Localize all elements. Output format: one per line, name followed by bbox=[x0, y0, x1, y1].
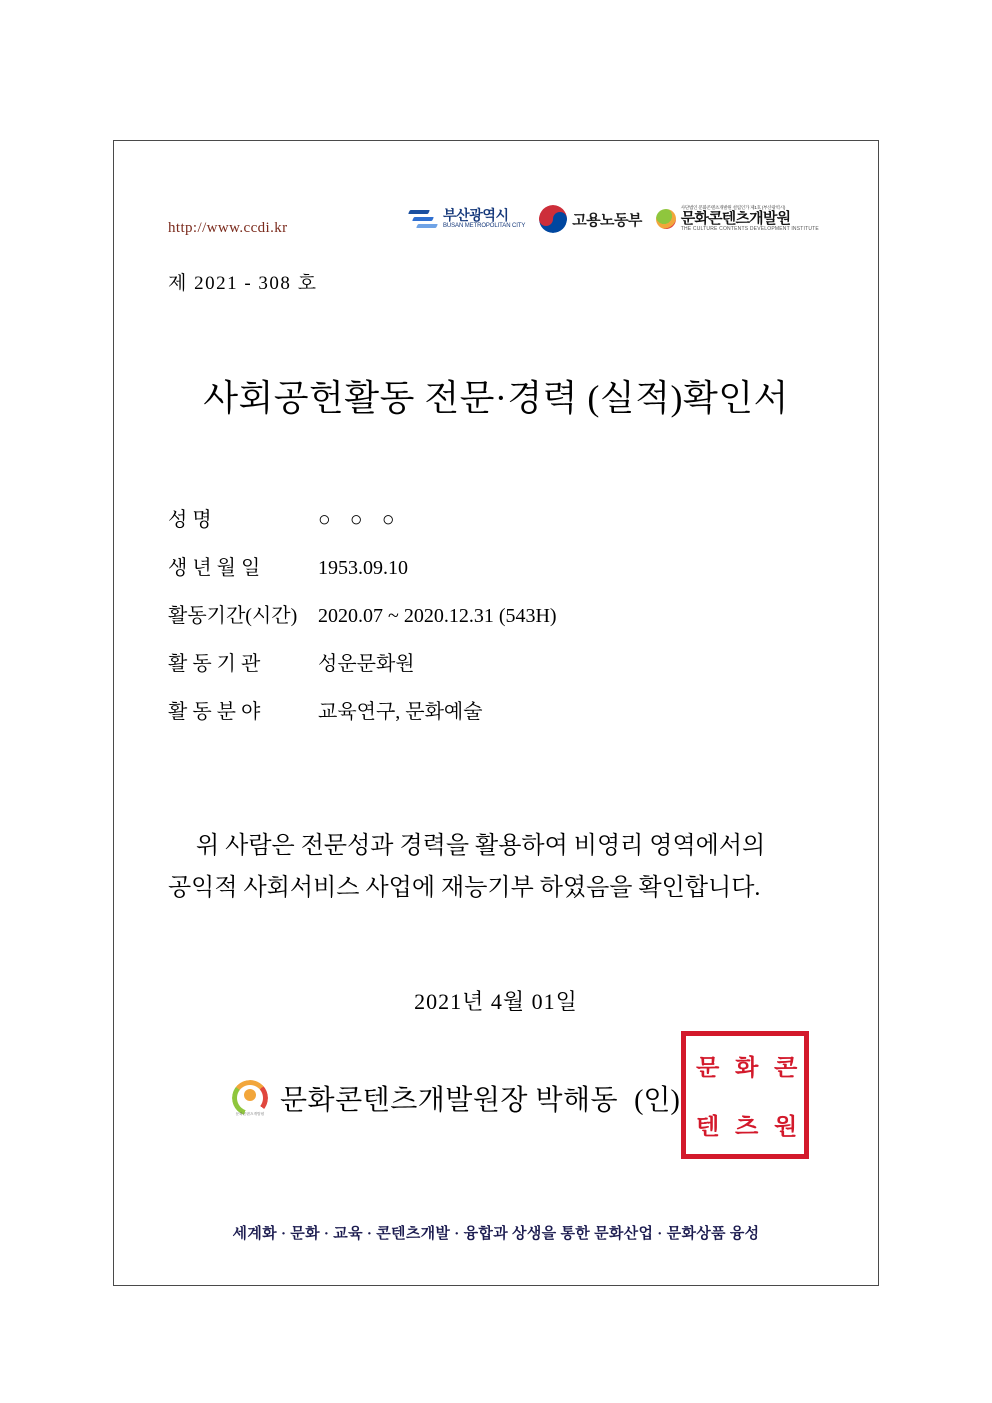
statement-body bbox=[168, 825, 848, 909]
field-value-name: ○ ○ ○ bbox=[318, 507, 402, 531]
busan-logo-label-kr: 부산광역시 bbox=[443, 206, 509, 223]
busan-metropolitan-city-logo bbox=[408, 204, 525, 234]
ccdi-emblem-icon bbox=[656, 209, 676, 229]
ccdi-logo-label-top: 사단법인 문화콘텐츠개발원 설립인가 제1호 (부산광역시) bbox=[680, 205, 786, 211]
field-label-birth-date: 생 년 월 일 bbox=[168, 557, 261, 579]
seal-char: 츠 bbox=[731, 1113, 759, 1136]
field-label-activity-field: 활 동 분 야 bbox=[168, 701, 261, 723]
seal-note: (인) bbox=[634, 1085, 680, 1116]
seal-char: 원 bbox=[770, 1113, 799, 1136]
seal-char: 화 bbox=[731, 1054, 759, 1077]
official-red-seal-stamp bbox=[681, 1031, 809, 1159]
page-title: 사회공헌활동 전문·경력 (실적)확인서 bbox=[203, 378, 789, 418]
field-row-name bbox=[168, 503, 768, 551]
field-row-birth-date bbox=[168, 551, 768, 599]
field-row-activity-field bbox=[168, 695, 768, 743]
field-label-name: 성 명 bbox=[168, 509, 212, 531]
website-url: http://www.ccdi.kr bbox=[168, 220, 288, 236]
ccdi-emblem-icon bbox=[232, 1080, 268, 1116]
signature-line bbox=[232, 1078, 680, 1118]
document-number: 제 2021 - 308 호 bbox=[168, 273, 318, 294]
seal-char: 콘 bbox=[770, 1054, 799, 1077]
field-row-activity-period bbox=[168, 599, 768, 647]
field-value-activity-organization: 성운문화원 bbox=[318, 653, 415, 675]
seal-char: 문 bbox=[692, 1054, 720, 1077]
busan-wave-icon bbox=[408, 204, 438, 234]
culture-contents-development-institute-logo bbox=[656, 206, 819, 232]
ccdi-emblem-caption: 문화콘텐츠개발원 bbox=[235, 1112, 265, 1116]
field-row-activity-organization bbox=[168, 647, 768, 695]
field-value-birth-date: 1953.09.10 bbox=[318, 557, 408, 579]
footer-slogan: 세계화 · 문화 · 교육 · 콘텐츠개발 · 융합과 상생을 통한 문화산업 · 문화상품 융성 bbox=[232, 1226, 760, 1242]
busan-logo-label-en: BUSAN METROPOLITAN CITY bbox=[443, 222, 526, 229]
header-logo-group bbox=[408, 198, 858, 240]
signature-title-and-name: 문화콘텐츠개발원장 박해동 bbox=[280, 1085, 619, 1116]
field-label-activity-period: 활동기간(시간) bbox=[168, 605, 298, 627]
ccdi-logo-label-en: THE CULTURE CONTENTS DEVELOPMENT INSTITUTE bbox=[680, 225, 819, 232]
taeguk-icon bbox=[539, 205, 567, 233]
ccdi-logo-label-main: 문화콘텐츠개발원 bbox=[680, 209, 791, 227]
field-value-activity-period: 2020.07 ~ 2020.12.31 (543H) bbox=[318, 605, 557, 627]
ministry-of-employment-and-labor-logo bbox=[539, 205, 641, 233]
field-list bbox=[168, 503, 768, 743]
statement-line-1: 위 사람은 전문성과 경력을 활용하여 비영리 영역에서의 bbox=[196, 833, 766, 859]
field-value-activity-field: 교육연구, 문화예술 bbox=[318, 701, 483, 723]
seal-char: 텐 bbox=[692, 1113, 720, 1136]
field-label-activity-organization: 활 동 기 관 bbox=[168, 653, 261, 675]
statement-line-2: 공익적 사회서비스 사업에 재능기부 하였음을 확인합니다. bbox=[168, 875, 761, 901]
issue-date: 2021년 4월 01일 bbox=[414, 989, 578, 1014]
molab-logo-label: 고용노동부 bbox=[572, 211, 642, 229]
